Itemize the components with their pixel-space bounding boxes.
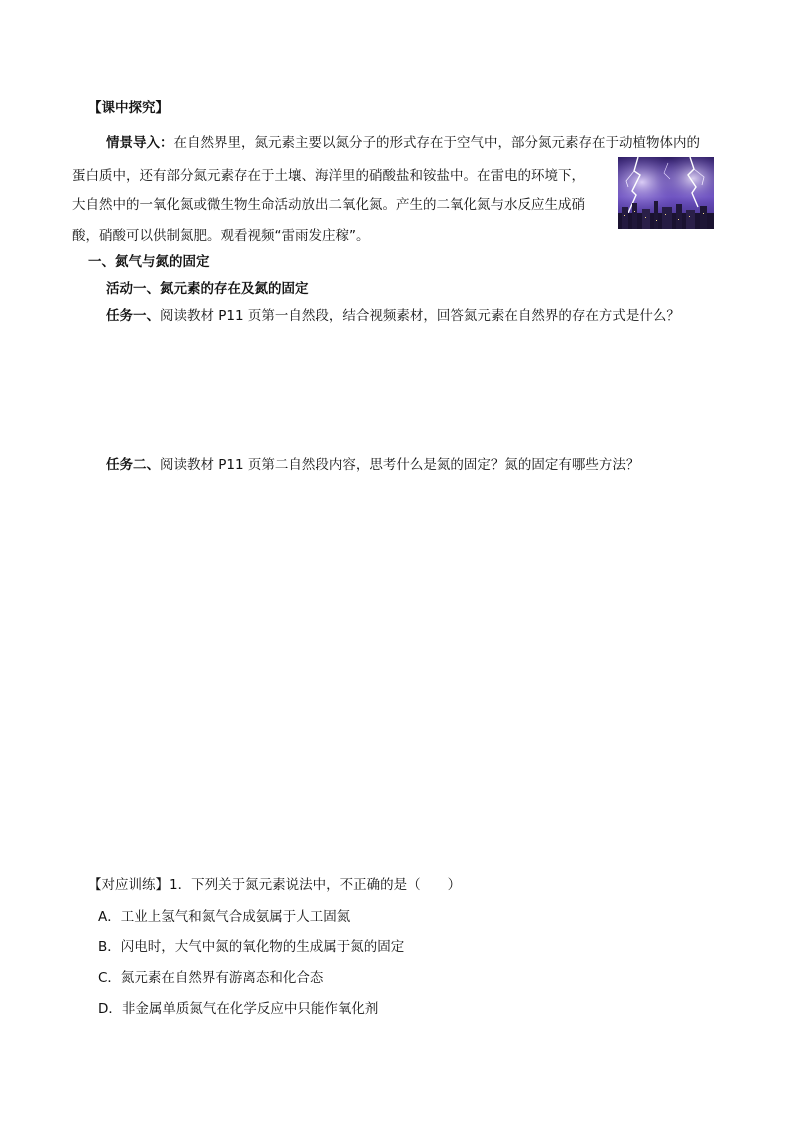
task-2-text: 阅读教材 P11 页第二自然段内容，思考什么是氮的固定？氮的固定有哪些方法？ xyxy=(160,457,640,473)
option-d: D．非金属单质氮气在化学反应中只能作氧化剂 xyxy=(98,1001,379,1017)
task-2-label: 任务二、 xyxy=(106,457,160,473)
intro-line-2: 蛋白质中，还有部分氮元素存在于土壤、海洋里的硝酸盐和铵盐中。在雷电的环境下， xyxy=(72,168,585,184)
task-1 xyxy=(106,304,680,324)
option-a: A．工业上氢气和氮气合成氨属于人工固氮 xyxy=(98,909,351,925)
section-header: 【课中探究】 xyxy=(88,100,169,116)
exercise-label: 【对应训练】 xyxy=(88,877,169,893)
intro-line-3: 大自然中的一氧化氮或微生物生命活动放出二氧化氮。产生的二氧化氮与水反应生成硝 xyxy=(72,197,585,213)
task-1-text: 阅读教材 P11 页第一自然段，结合视频素材，回答氮元素在自然界的存在方式是什么？ xyxy=(160,308,680,324)
intro-line-4: 酸，硝酸可以供制氮肥。观看视频“雷雨发庄稼”。 xyxy=(72,228,370,244)
heading-nitrogen-fixation: 一、氮气与氮的固定 xyxy=(88,254,210,270)
option-b: B．闪电时，大气中氮的氧化物的生成属于氮的固定 xyxy=(98,939,405,955)
exercise-question xyxy=(88,873,461,893)
intro-label: 情景导入： xyxy=(106,135,174,151)
activity-1-title: 活动一、氮元素的存在及氮的固定 xyxy=(106,281,309,297)
exercise-question-text: 1．下列关于氮元素说法中，不正确的是（ ） xyxy=(169,877,462,893)
option-c: C．氮元素在自然界有游离态和化合态 xyxy=(98,970,324,986)
task-2 xyxy=(106,453,639,473)
lightning-photo-icon xyxy=(618,157,714,229)
lightning-photo xyxy=(618,157,714,229)
task-1-label: 任务一、 xyxy=(106,308,160,324)
intro-line-1 xyxy=(106,131,700,151)
intro-text-1: 在自然界里，氮元素主要以氮分子的形式存在于空气中，部分氮元素存在于动植物体内的 xyxy=(173,135,700,151)
